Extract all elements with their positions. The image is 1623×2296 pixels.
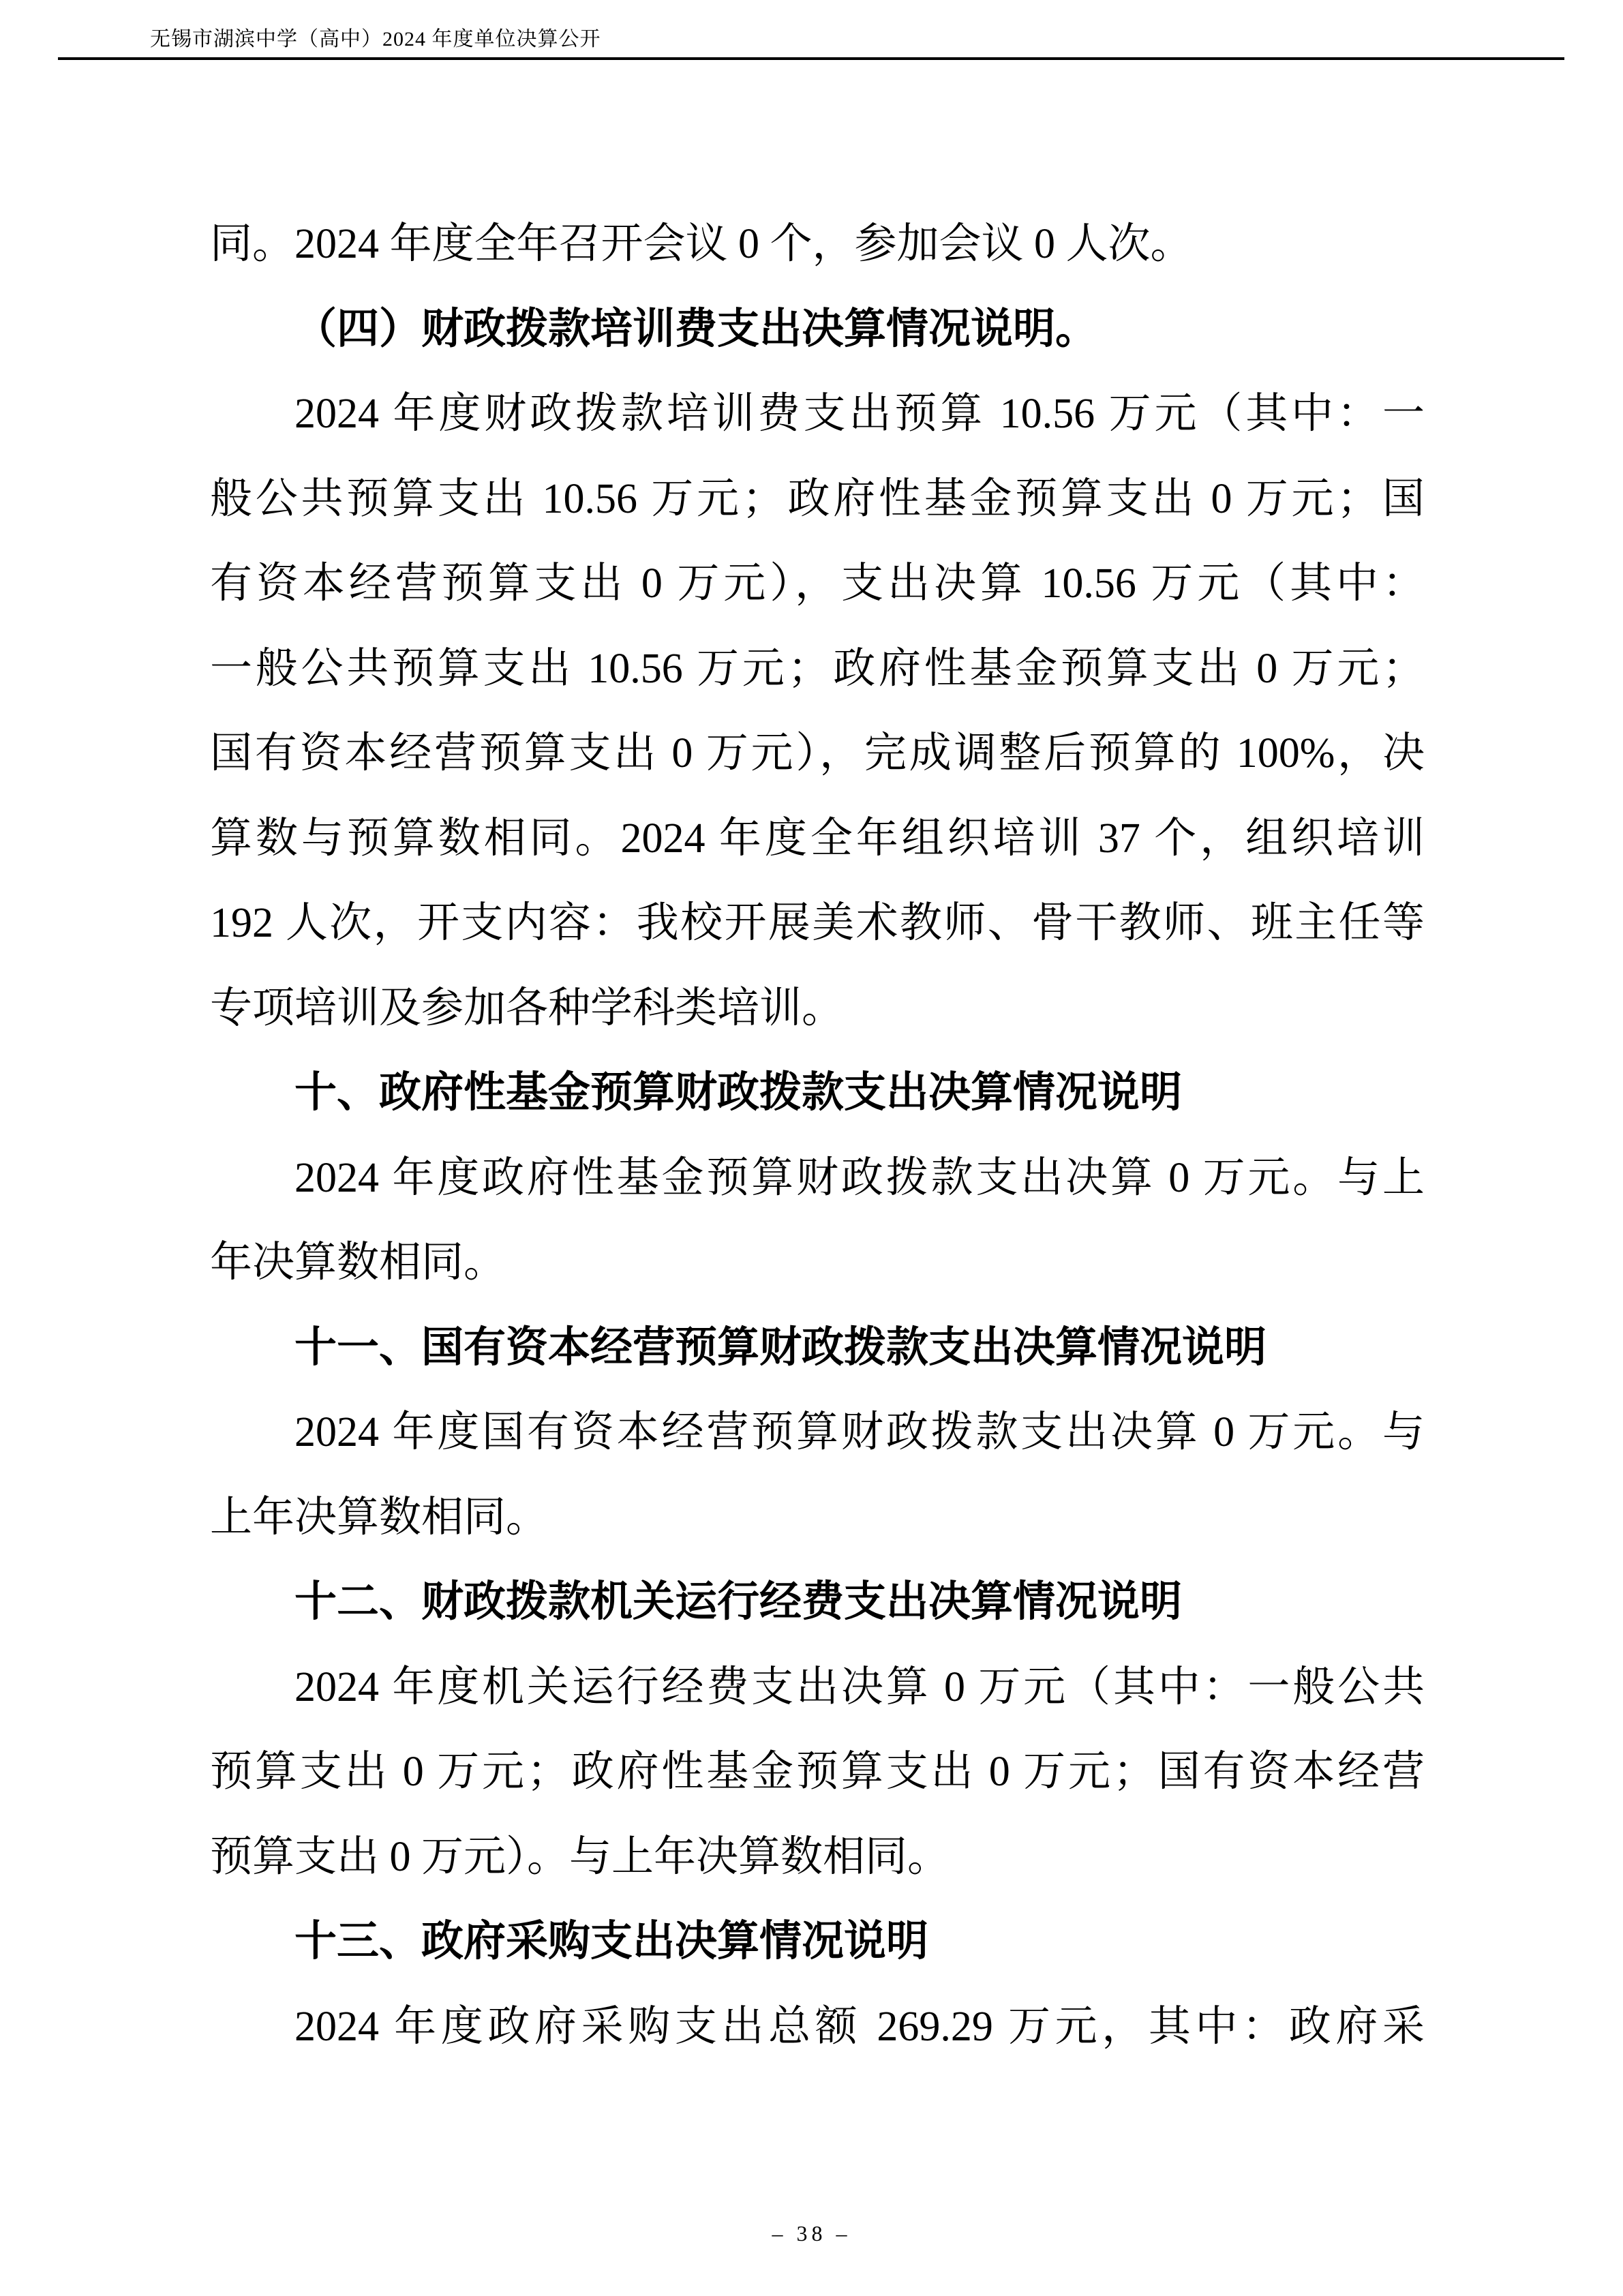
section-heading: 十、政府性基金预算财政拨款支出决算情况说明 [294, 1070, 1183, 1116]
text-line: 专项培训及参加各种学科类培训。 [210, 984, 845, 1031]
page-number: – 38 – [772, 2221, 851, 2246]
text-line: 2024 年度政府性基金预算财政拨款支出决算 0 万元。与上 [294, 1154, 1425, 1201]
text-line: 一般公共预算支出 10.56 万元；政府性基金预算支出 0 万元； [210, 645, 1425, 692]
section-heading: 十二、财政拨款机关运行经费支出决算情况说明 [294, 1579, 1183, 1625]
page-header [58, 0, 1564, 60]
text-line: 般公共预算支出 10.56 万元；政府性基金预算支出 0 万元；国 [210, 475, 1425, 522]
document-body [210, 202, 1425, 2069]
text-line: 预算支出 0 万元）。与上年决算数相同。 [210, 1833, 950, 1880]
header-title: 无锡市湖滨中学（高中）2024 年度单位决算公开 [150, 28, 601, 50]
text-line: 2024 年度政府采购支出总额 269.29 万元，其中：政府采 [294, 2003, 1425, 2050]
section-heading: 十一、国有资本经营预算财政拨款支出决算情况说明 [294, 1324, 1267, 1371]
section-heading: （四）财政拨款培训费支出决算情况说明。 [294, 305, 1098, 352]
text-line: 2024 年度机关运行经费支出决算 0 万元（其中：一般公共 [294, 1663, 1425, 1710]
text-line: 2024 年度国有资本经营预算财政拨款支出决算 0 万元。与 [294, 1409, 1425, 1455]
text-line: 上年决算数相同。 [210, 1494, 549, 1541]
text-line: 有资本经营预算支出 0 万元），支出决算 10.56 万元（其中： [210, 560, 1425, 607]
text-line: 2024 年度财政拨款培训费支出预算 10.56 万元（其中：一 [294, 391, 1425, 437]
page-footer [0, 2221, 1623, 2246]
text-line: 192 人次，开支内容：我校开展美术教师、骨干教师、班主任等 [210, 900, 1425, 946]
text-line: 预算支出 0 万元；政府性基金预算支出 0 万元；国有资本经营 [210, 1749, 1425, 1795]
text-line: 国有资本经营预算支出 0 万元），完成调整后预算的 100%，决 [210, 730, 1425, 776]
text-line: 同。2024 年度全年召开会议 0 个，参加会议 0 人次。 [210, 221, 1193, 267]
text-line: 年决算数相同。 [210, 1239, 506, 1286]
text-line: 算数与预算数相同。2024 年度全年组织培训 37 个，组织培训 [210, 815, 1425, 862]
section-heading: 十三、政府采购支出决算情况说明 [294, 1918, 929, 1965]
